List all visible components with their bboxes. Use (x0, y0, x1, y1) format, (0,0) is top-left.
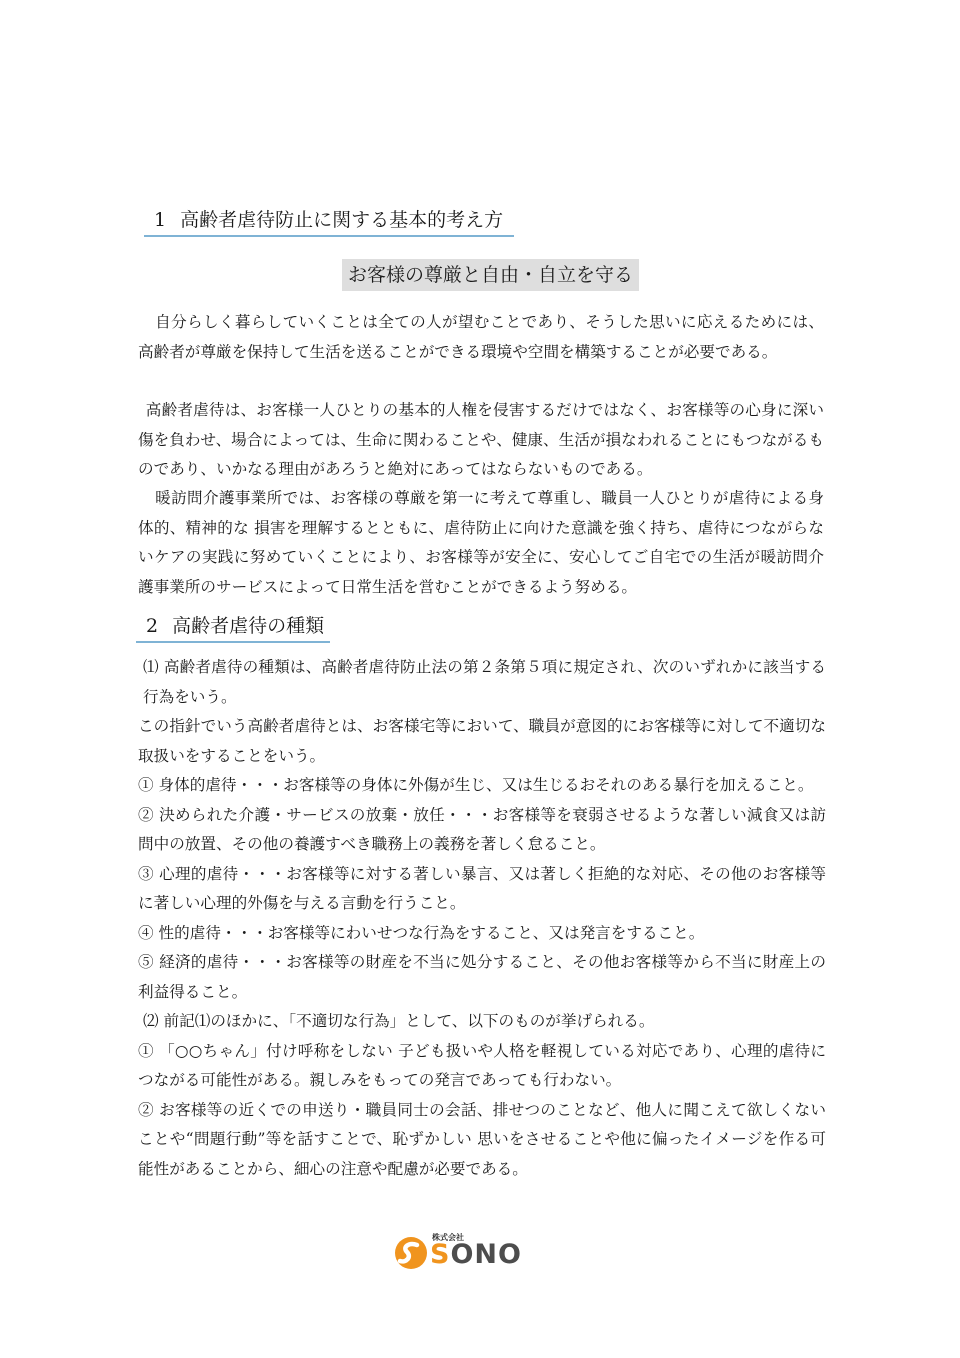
section-2-number: 2 (146, 615, 159, 637)
logo-brand-rest: ONO (450, 1239, 522, 1270)
list-item-neglect: ② 決められた介護・サービスの放棄・放任・・・お客様等を衰弱させるような著しい減食又は訪問中の放置、その他の養護すべき職務上の義務を著しく怠ること。 (138, 805, 826, 853)
paragraph-3: 暖訪問介護事業所では、お客様の尊厳を第一に考えて尊重し、職員一人ひとりが虐待による身体的、精神的な 損害を理解するとともに、虐待防止に向けた意識を強く持ち、虐待につながらないケアの実践に努めていくことにより、お客様等が安全に、安心してご自宅での生活が暖訪問介護事業所のサービスによって日常生活を営むことができるよう努める。 (138, 489, 824, 596)
list-item-physical: ① 身体的虐待・・・お客様等の身体に外傷が生じ、又は生じるおそれのある暴行を加えること。 (138, 776, 814, 794)
section-1-number: 1 (154, 209, 167, 231)
list-item-inappropriate-acts: ⑵ 前記⑴のほかに、「不適切な行為」として、以下のものが挙げられる。 (143, 1012, 655, 1030)
list-item-guideline: この指針でいう高齢者虐待とは、お客様宅等において、職員が意図的にお客様等に対して不適切な取扱いをすることをいう。 (138, 717, 826, 765)
logo-brand-initial: S (430, 1239, 451, 1270)
list-item-economic: ⑤ 経済的虐待・・・お客様等の財産を不当に処分すること、その他お客様等から不当に財産上の利益得ること。 (138, 953, 826, 1001)
abuse-types-list (138, 653, 826, 1184)
section-2-title: 高齢者虐待の種類 (172, 615, 325, 637)
paragraph-2: 高齢者虐待は、お客様一人ひとりの基本的人権を侵害するだけではなく、お客様等の心身に深い傷を負わせ、場合によっては、生命に関わることや、健康、生活が損なわれることにもつながるものであり、いかなる理由があろうと絶対にあってはならないものである。 (138, 401, 824, 478)
sono-mark-icon (394, 1236, 428, 1270)
section-2-heading (136, 614, 330, 643)
section-1-heading (144, 208, 514, 237)
logo-company-text: 株式会社 (432, 1233, 464, 1242)
list-item-nickname: ① 「○○ちゃん」付け呼称をしない 子ども扱いや人格を軽視している対応であり、心理的虐待につながる可能性がある。親しみをもっての発言であっても行わない。 (138, 1041, 826, 1089)
list-item-definition: ⑴ 高齢者虐待の種類は、高齢者虐待防止法の第２条第５項に規定され、次のいずれかに該当する行為をいう。 (143, 658, 826, 706)
list-item-sexual: ④ 性的虐待・・・お客様等にわいせつな行為をすること、又は発言をすること。 (138, 923, 705, 942)
motto-banner: お客様の尊厳と自由・自立を守る (342, 259, 639, 291)
section-1-title: 高齢者虐待防止に関する基本的考え方 (180, 209, 504, 231)
logo-brand-text (430, 1240, 522, 1270)
list-item-psychological: ③ 心理的虐待・・・お客様等に対する著しい暴言、又は著しく拒絶的な対応、その他のお客様等に著しい心理的外傷を与える言動を行うこと。 (138, 864, 826, 912)
list-item-conversation: ② お客様等の近くでの申送り・職員同士の会話、排せつのことなど、他人に聞こえて欲しくないことや“問題行動”等を話すことで、恥ずかしい 思いをさせることや他に偏ったイメージを作る可能性があることから、細心の注意や配慮が必要である。 (138, 1100, 826, 1178)
paragraph-1: 自分らしく暮らしていくことは全ての人が望むことであり、そうした思いに応えるためには、高齢者が尊厳を保持して生活を送ることができる環境や空間を構築することが必要である。 (138, 313, 824, 361)
company-logo (394, 1232, 534, 1274)
